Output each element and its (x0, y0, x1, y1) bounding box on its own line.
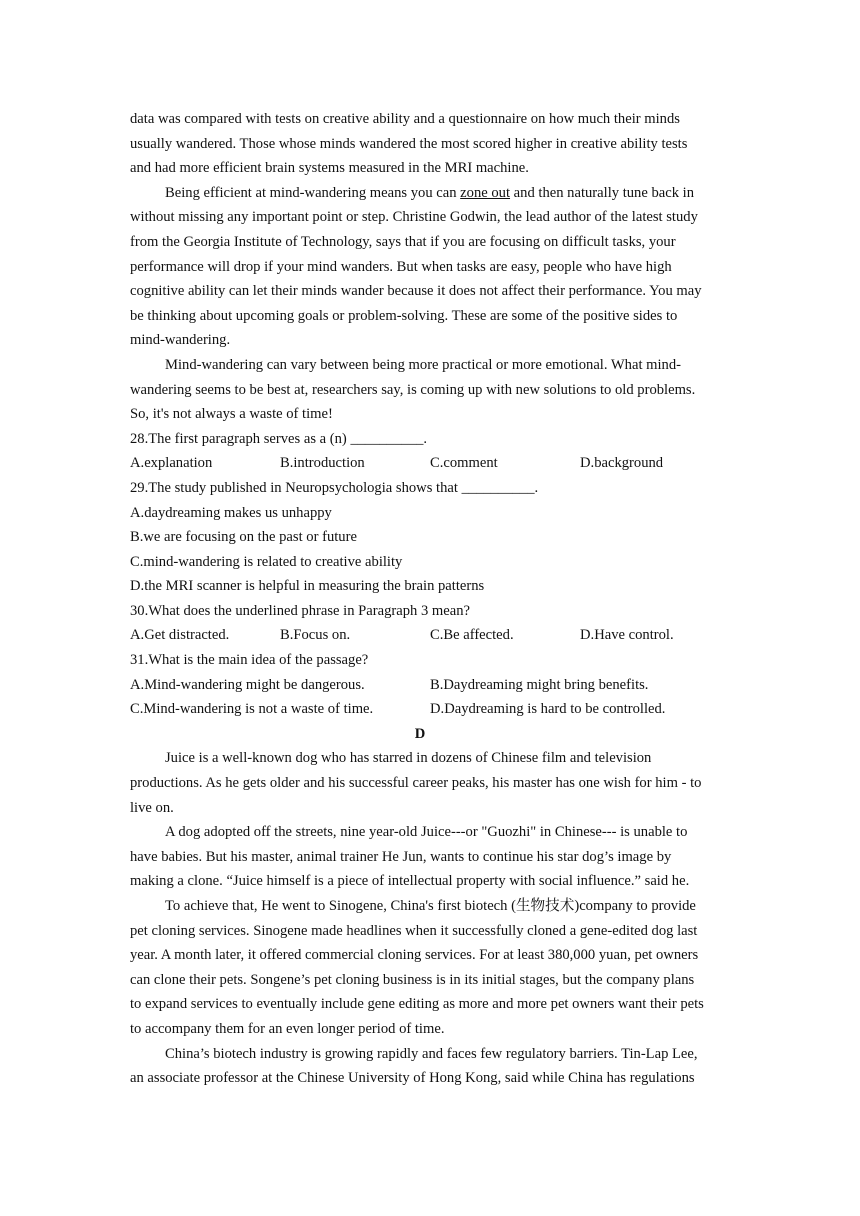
text-line: to accompany them for an even longer period of time. (130, 1020, 445, 1037)
question-stem: 31.What is the main idea of the passage? (130, 652, 369, 669)
text-line: So, it's not always a waste of time! (130, 406, 333, 423)
text-line: productions. As he gets older and his successful career peaks, his master has one wish for him - to (130, 775, 702, 792)
question-29 (130, 476, 730, 599)
question-28 (130, 427, 730, 476)
text-run: and then naturally tune back in (510, 184, 695, 201)
passage-d-paragraph-3 (130, 894, 730, 1042)
text-line: be thinking about upcoming goals or problem-solving. These are some of the positive sides to (130, 307, 678, 324)
text-line: making a clone. “Juice himself is a piece of intellectual property with social influence.” said he. (130, 873, 690, 890)
text-line: data was compared with tests on creative ability and a questionnaire on how much their minds (130, 111, 680, 127)
text-line: China’s biotech industry is growing rapidly and faces few regulatory barriers. Tin-Lap Lee, (165, 1045, 698, 1062)
option-b: B.we are focusing on the past or future (130, 529, 357, 546)
text-line: Juice is a well-known dog who has starred in dozens of Chinese film and television (165, 750, 652, 767)
text-line: year. A month later, it offered commercial cloning services. For at least 380,000 yuan, pet owners (130, 947, 699, 964)
text-line (130, 181, 730, 206)
question-30 (130, 599, 730, 648)
text-line: Mind-wandering can vary between being more practical or more emotional. What mind- (165, 356, 682, 373)
option-c: C.mind-wandering is related to creative ability (130, 553, 403, 570)
option-d: D.the MRI scanner is helpful in measuring the brain patterns (130, 578, 485, 595)
text-line: To achieve that, He went to Sinogene, China's first biotech (生物技术)company to provide (165, 898, 696, 914)
text-line: cognitive ability can let their minds wander because it does not affect their performance. You may (130, 283, 702, 300)
option-b: B.Daydreaming might bring benefits. (430, 676, 649, 693)
text-line: without missing any important point or step. Christine Godwin, the lead author of the latest study (130, 209, 698, 226)
answer-options (130, 697, 730, 722)
question-stem: 30.What does the underlined phrase in Paragraph 3 mean? (130, 602, 470, 619)
answer-options (130, 673, 730, 698)
paragraph-1 (130, 107, 730, 181)
text-line: performance will drop if your mind wanders. But when tasks are easy, people who have high (130, 258, 672, 275)
question-stem: 29.The study published in Neuropsychologia shows that __________. (130, 479, 539, 496)
option-a: A.explanation (130, 455, 213, 472)
text-run: Being efficient at mind-wandering means you can (165, 184, 461, 201)
question-stem: 28.The first paragraph serves as a (n) __________. (130, 430, 428, 447)
option-b: B.introduction (280, 455, 365, 472)
answer-options (130, 451, 730, 476)
option-a: A.Mind-wandering might be dangerous. (130, 676, 365, 693)
underlined-phrase: zone out (460, 184, 511, 201)
option-d: D.background (580, 455, 664, 472)
option-c: C.comment (430, 455, 498, 472)
option-a: A.daydreaming makes us unhappy (130, 504, 332, 521)
question-31 (130, 648, 730, 722)
document-page (130, 107, 730, 1091)
passage-d-paragraph-4 (130, 1042, 730, 1091)
paragraph-2 (130, 181, 730, 353)
paragraph-3 (130, 353, 730, 427)
text-line: usually wandered. Those whose minds wandered the most scored higher in creative ability tests (130, 135, 688, 152)
option-d: D.Daydreaming is hard to be controlled. (430, 701, 666, 718)
option-a: A.Get distracted. (130, 627, 230, 644)
option-c: C.Be affected. (430, 627, 514, 644)
text-line: pet cloning services. Sinogene made headlines when it successfully cloned a gene-edited dog last (130, 922, 698, 939)
text-line: A dog adopted off the streets, nine year-old Juice---or "Guozhi" in Chinese--- is unable to (165, 824, 688, 841)
passage-d-paragraph-1 (130, 746, 730, 820)
text-line: from the Georgia Institute of Technology, says that if you are focusing on difficult tasks, your (130, 233, 676, 250)
text-line: have babies. But his master, animal trainer He Jun, wants to continue his star dog’s image by (130, 848, 672, 865)
passage-d-paragraph-2 (130, 820, 730, 894)
option-d: D.Have control. (580, 627, 674, 644)
text-line: wandering seems to be best at, researchers say, is coming up with new solutions to old problems. (130, 381, 696, 398)
text-line: an associate professor at the Chinese University of Hong Kong, said while China has regulations (130, 1070, 695, 1087)
text-line: and had more efficient brain systems measured in the MRI machine. (130, 160, 529, 177)
answer-options (130, 623, 730, 648)
text-line: mind-wandering. (130, 332, 231, 349)
text-line: can clone their pets. Songene’s pet cloning business is in its initial stages, but the company plans (130, 971, 695, 988)
text-line: to expand services to eventually include gene editing as more and more pet owners want their pets (130, 996, 704, 1013)
option-b: B.Focus on. (280, 627, 351, 644)
section-heading: D (414, 725, 426, 742)
text-line: live on. (130, 799, 174, 816)
option-c: C.Mind-wandering is not a waste of time. (130, 701, 374, 718)
